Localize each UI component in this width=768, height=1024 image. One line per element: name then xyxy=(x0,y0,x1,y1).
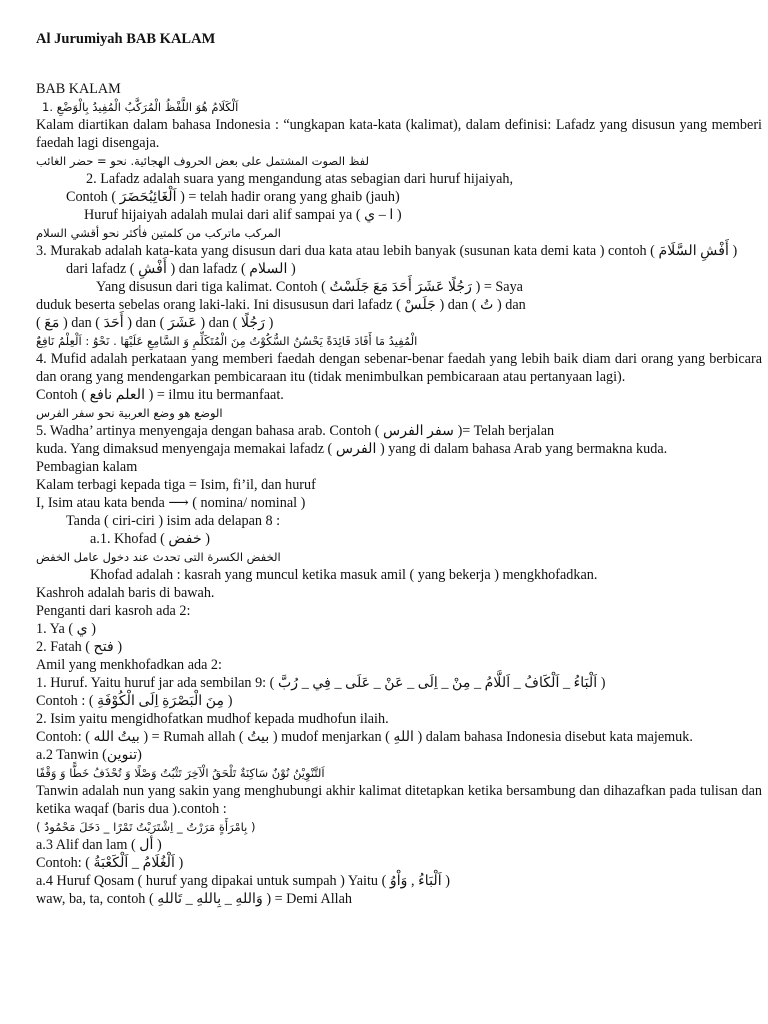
line-huruf-jar-example: Contoh : ( مِنَ الْبَصْرَةِ اِلَى الْكُوْفَةِ ) xyxy=(36,693,233,709)
line-arabic-wadha: الوضع هو وضع العربية نحو سفر الفرس xyxy=(36,406,223,420)
line-qosam-example: waw, ba, ta, contoh ( وَاللهِ _ بِاللهِ _ تَاللهِ ) = Demi Allah xyxy=(36,891,352,907)
heading-pembagian-kalam: Pembagian kalam xyxy=(36,459,138,475)
line-isim-idhofat: 2. Isim yaitu mengidhofatkan mudhof kepada mudhofun ilaih. xyxy=(36,711,389,727)
paragraph-idhofat-example: Contoh: ( بيتُ الله ) = Rumah allah ( بيتُ ) mudof menjarkan ( اللهِ ) dalam bahasa Indonesia disebut kata majemuk. xyxy=(36,729,693,745)
document-title: Al Jurumiyah BAB KALAM xyxy=(36,31,216,47)
line-kashroh: Kashroh adalah baris di bawah. xyxy=(36,585,215,601)
line-huruf-jar: 1. Huruf. Yaitu huruf jar ada sembilan 9: ( اَلْبَاءُ _ اَلْكَافُ _ اَللَّامُ _ مِنْ _ اِلَى _ عَنْ _ عَلَى _ فِي _ رُبَّ ) xyxy=(36,675,606,691)
paragraph-murakab: 3. Murakab adalah kata-kata yang disusun dari dua kata atau lebih banyak (susunan kata demi kata ) contoh ( أَفْشِ السَّلَامَ ) xyxy=(36,243,738,259)
paragraph-kalam-definition: Kalam diartikan dalam bahasa Indonesia : “ungkapan kata-kata (kalimat), dalam definisi: Lafadz yang disusun yang memberi faedah lagi disengaja. xyxy=(36,117,762,151)
line-pengganti-kasroh: Penganti dari kasroh ada 2: xyxy=(36,603,191,619)
line-arabic-murakab: المركب ماتركب من كلمتين فأكثر نحو أقشي السلام xyxy=(36,226,281,240)
line-tanda-isim: Tanda ( ciri-ciri ) isim ada delapan 8 : xyxy=(66,513,281,529)
line-khofad: a.1. Khofad ( خفض ) xyxy=(90,531,211,547)
line-huruf-qosam: a.4 Huruf Qosam ( huruf yang dipakai untuk sumpah ) Yaitu ( اَلْبَاءُ , وَاْوُ ) xyxy=(36,873,450,889)
line-mufid-example: Contoh ( العلم نافع ) = ilmu itu bermanfaat. xyxy=(36,387,284,403)
line-isim: I, Isim atau kata benda ⟶ ( nomina/ nominal ) xyxy=(36,495,306,511)
line-murakab-lafadz: dari lafadz ( أَفْشِ ) dan lafadz ( السلام ) xyxy=(66,261,296,277)
line-ya: 1. Ya ( ي ) xyxy=(36,621,96,637)
line-word-list: ( مَعَ ) dan ( أَحَدَ ) dan ( عَشَرَ ) dan ( رَجُلًا ) xyxy=(36,315,274,331)
paragraph-mufid: 4. Mufid adalah perkataan yang memberi faedah dengan sebenar-benar faedah yang lebih baik diam dari orang yang berbicara dan orang yang mendengarkan pembicaraan itu (tidak menimbulkan pembicaraan atau pertanyaan lagi). xyxy=(36,351,762,385)
line-alif-lam-example: Contoh: ( اَلْغُلَامُ _ اَلْكَعْبَةُ ) xyxy=(36,855,184,871)
line-arabic-mufid: الْمُفِيدُ مَا أَفَادَ فَائِدَةً يَحْسُنُ السُّكُوْتُ مِنَ الْمُتَكَلِّمِ وَ السَّامِعِ عَلَيْهَا . نَحْوُ : اَلْعِلْمُ نَافِعٌ xyxy=(36,334,418,348)
line-hijaiyah: Huruf hijaiyah adalah mulai dari alif sampai ya ( ا – ي ) xyxy=(84,207,402,223)
document-page xyxy=(36,30,762,908)
line-kalam-terbagi: Kalam terbagi kepada tiga = Isim, fi’il, dan huruf xyxy=(36,477,316,493)
line-arabic-lafadz: لفظ الصوت المشتمل على بعض الحروف الهجائية. نحو = حضر الغائب xyxy=(36,154,369,168)
line-arabic-khofad: الخفض الكسرة التى تحدث عند دخول عامل الخفض xyxy=(36,550,281,564)
line-tanwin: a.2 Tanwin (تنوين) xyxy=(36,747,142,763)
line-three-words-example: Yang disusun dari tiga kalimat. Contoh ( رَجُلًا عَشَرَ أَحَدَ مَعَ جَلَسْتُ ) = Saya xyxy=(96,279,523,295)
line-arabic-definition: 1. اَلْكَلَامُ هُوَ اللَّفْظُ الْمُرَكَّبُ الْمُفِيدُ بِالْوَضْعِ xyxy=(42,100,239,114)
paragraph-khofad: Khofad adalah : kasrah yang muncul ketika masuk amil ( yang bekerja ) mengkhofadkan. xyxy=(90,567,598,583)
paragraph-lafadz: 2. Lafadz adalah suara yang mengandung atas sebagian dari huruf hijaiyah, xyxy=(86,171,514,187)
line-duduk-beserta: duduk beserta sebelas orang laki-laki. Ini disususun dari lafadz ( جَلَسْ ) dan ( تُ ) dan xyxy=(36,297,526,313)
paragraph-wadha: 5. Wadha’ artinya menyengaja dengan bahasa arab. Contoh ( سفر الفرس )= Telah berjalan xyxy=(36,423,555,439)
line-lafadz-example: Contoh ( اَلْغَائِبُحَضَرَ ) = telah hadir orang yang ghaib (jauh) xyxy=(66,189,400,205)
paragraph-kuda: kuda. Yang dimaksud menyengaja memakai lafadz ( الفرس ) yang di dalam bahasa Arab yang bermakna kuda. xyxy=(36,441,668,457)
line-fatah: 2. Fatah ( فتح ) xyxy=(36,639,123,655)
paragraph-tanwin: Tanwin adalah nun yang sakin yang menghubungi akhir kalimat ditetapkan ketika bersambung dan dihazafkan pada tulisan dan ketika waqaf (baris dua ).contoh : xyxy=(36,783,762,817)
line-amil: Amil yang menkhofadkan ada 2: xyxy=(36,657,222,673)
section-heading: BAB KALAM xyxy=(36,81,121,97)
line-arabic-tanwin: اَلتَّنْوِيْنُ نُوْنٌ سَاكِنَةٌ تَلْحَقُ الْآخِرَ تَثْبُتُ وَصْلًا وَ تُحْذَفُ خَطًّا وَ وَقْفًا xyxy=(36,766,325,780)
line-alif-lam: a.3 Alif dan lam ( أل ) xyxy=(36,837,162,853)
line-tanwin-examples: ( بِامْرَأَةٍ مَرَرْتُ _ اِشْتَرَيْتُ تَمْرًا _ دَخَلَ مَحْمُودٌ ) xyxy=(36,820,256,834)
